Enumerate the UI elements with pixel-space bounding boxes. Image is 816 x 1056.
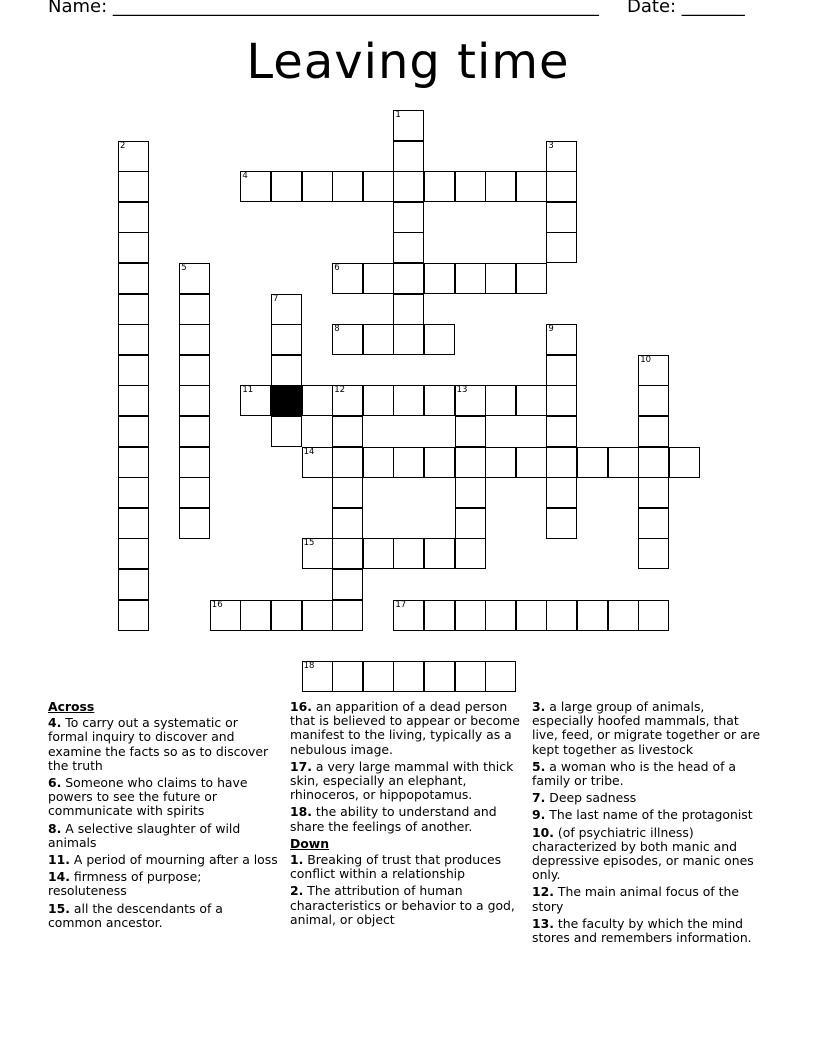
- black-square: [271, 385, 302, 416]
- clue-down-5: 5. a woman who is the head of a family or tribe.: [532, 758, 736, 789]
- clue-number: 16: [211, 599, 223, 610]
- grid-cell[interactable]: [118, 416, 149, 447]
- grid-cell[interactable]: [638, 508, 669, 539]
- grid-cell[interactable]: [118, 385, 149, 416]
- clue-down-1: 1. Breaking of trust that produces conflict within a relationship: [290, 852, 502, 882]
- grid-cell[interactable]: [118, 263, 149, 294]
- clue-number: 17: [395, 599, 407, 610]
- clue-down-9: 9. The last name of the protagonist: [532, 807, 753, 823]
- clue-number: 15: [303, 538, 315, 549]
- grid-cell[interactable]: [669, 447, 700, 478]
- across-heading: Across: [48, 699, 95, 714]
- grid-cell[interactable]: [455, 447, 486, 478]
- clue-down-12: 12. The main animal focus of the story: [532, 884, 739, 914]
- grid-cell[interactable]: [332, 385, 363, 416]
- grid-cell[interactable]: [393, 110, 424, 141]
- grid-cell[interactable]: [546, 385, 577, 416]
- clue-across-8: 8. A selective slaughter of wild animals: [48, 820, 241, 850]
- grid-cell[interactable]: [271, 324, 302, 355]
- clue-number: 8: [334, 324, 340, 335]
- clue-number: 1: [395, 110, 401, 120]
- grid-cell[interactable]: [393, 202, 424, 233]
- grid-cell[interactable]: [393, 294, 424, 325]
- name-field[interactable]: Name: ______________________________________________________: [48, 0, 599, 17]
- grid-cell[interactable]: [608, 447, 639, 478]
- grid-cell[interactable]: [302, 600, 333, 631]
- grid-cell[interactable]: [118, 171, 149, 202]
- grid-cell[interactable]: [332, 171, 363, 202]
- grid-cell[interactable]: [302, 661, 333, 692]
- clue-across-16: 16. an apparition of a dead person that is believed to appear or become manifest to the living, typically as a nebulous image.: [290, 699, 520, 757]
- grid-cell[interactable]: [424, 447, 455, 478]
- grid-cell[interactable]: [332, 508, 363, 539]
- grid-cell[interactable]: [332, 569, 363, 600]
- grid-cell[interactable]: [118, 447, 149, 478]
- grid-cell[interactable]: [271, 416, 302, 447]
- grid-cell[interactable]: [638, 355, 669, 386]
- grid-cell[interactable]: [302, 385, 333, 416]
- grid-cell[interactable]: [546, 324, 577, 355]
- clue-down-7: 7. Deep sadness: [532, 790, 637, 806]
- grid-cell[interactable]: [118, 477, 149, 508]
- clue-number: 7: [273, 293, 279, 304]
- clue-number: 12: [334, 385, 346, 396]
- clue-number: 11: [242, 385, 254, 396]
- grid-cell[interactable]: [516, 447, 547, 478]
- grid-cell[interactable]: [393, 447, 424, 478]
- grid-cell[interactable]: [577, 447, 608, 478]
- grid-cell[interactable]: [363, 538, 394, 569]
- grid-cell[interactable]: [638, 600, 669, 631]
- grid-cell[interactable]: [118, 141, 149, 172]
- grid-cell[interactable]: [546, 141, 577, 172]
- grid-cell[interactable]: [424, 600, 455, 631]
- grid-cell[interactable]: [393, 661, 424, 692]
- grid-cell[interactable]: [424, 661, 455, 692]
- grid-cell[interactable]: [638, 477, 669, 508]
- grid-cell[interactable]: [332, 477, 363, 508]
- grid-cell[interactable]: [118, 600, 149, 631]
- clue-number: 2: [120, 140, 126, 151]
- grid-cell[interactable]: [393, 171, 424, 202]
- grid-cell[interactable]: [393, 263, 424, 294]
- clues-column-3: [532, 700, 764, 948]
- grid-cell[interactable]: [240, 171, 271, 202]
- grid-cell[interactable]: [546, 508, 577, 539]
- grid-cell[interactable]: [608, 600, 639, 631]
- grid-cell[interactable]: [393, 141, 424, 172]
- grid-cell[interactable]: [393, 538, 424, 569]
- grid-cell[interactable]: [638, 416, 669, 447]
- clue-number: 4: [242, 171, 248, 182]
- grid-cell[interactable]: [118, 202, 149, 233]
- grid-cell[interactable]: [546, 232, 577, 263]
- grid-cell[interactable]: [118, 355, 149, 386]
- grid-cell[interactable]: [516, 263, 547, 294]
- grid-cell[interactable]: [302, 447, 333, 478]
- grid-cell[interactable]: [485, 385, 516, 416]
- grid-cell[interactable]: [393, 324, 424, 355]
- grid-cell[interactable]: [455, 263, 486, 294]
- grid-cell[interactable]: [516, 171, 547, 202]
- grid-cell[interactable]: [485, 447, 516, 478]
- grid-cell[interactable]: [546, 171, 577, 202]
- grid-cell[interactable]: [455, 538, 486, 569]
- grid-cell[interactable]: [424, 385, 455, 416]
- clue-number: 6: [334, 263, 340, 273]
- grid-cell[interactable]: [179, 477, 210, 508]
- grid-cell[interactable]: [455, 508, 486, 539]
- grid-cell[interactable]: [179, 447, 210, 478]
- grid-cell[interactable]: [179, 263, 210, 294]
- grid-cell[interactable]: [455, 171, 486, 202]
- grid-cell[interactable]: [179, 416, 210, 447]
- grid-cell[interactable]: [363, 447, 394, 478]
- grid-cell[interactable]: [240, 385, 271, 416]
- grid-cell[interactable]: [424, 324, 455, 355]
- clue-number: 18: [303, 660, 315, 671]
- clue-number: 10: [640, 354, 652, 365]
- grid-cell[interactable]: [546, 416, 577, 447]
- grid-cell[interactable]: [638, 538, 669, 569]
- grid-cell[interactable]: [485, 171, 516, 202]
- grid-cell[interactable]: [271, 171, 302, 202]
- grid-cell[interactable]: [485, 263, 516, 294]
- grid-cell[interactable]: [516, 600, 547, 631]
- grid-cell[interactable]: [302, 538, 333, 569]
- grid-cell[interactable]: [179, 508, 210, 539]
- clue-across-6: 6. Someone who claims to have powers to see the future or communicate with spirits: [48, 775, 248, 819]
- grid-cell[interactable]: [118, 569, 149, 600]
- grid-cell[interactable]: [332, 600, 363, 631]
- grid-cell[interactable]: [271, 355, 302, 386]
- clue-across-11: 11. A period of mourning after a loss: [48, 852, 278, 868]
- clue-number: 13: [456, 385, 468, 396]
- clue-across-14: 14. firmness of purpose; resoluteness: [48, 869, 202, 899]
- grid-cell[interactable]: [424, 171, 455, 202]
- grid-cell[interactable]: [638, 447, 669, 478]
- clues-column-1: [48, 700, 280, 933]
- grid-cell[interactable]: [485, 661, 516, 692]
- clue-across-4: 4. To carry out a systematic or formal inquiry to discover and examine the facts so as to discover the truth: [48, 715, 269, 773]
- page-title: Leaving time: [246, 34, 570, 90]
- grid-cell[interactable]: [393, 600, 424, 631]
- grid-cell[interactable]: [363, 385, 394, 416]
- grid-cell[interactable]: [455, 385, 486, 416]
- clue-number: 9: [548, 324, 554, 335]
- grid-cell[interactable]: [393, 385, 424, 416]
- clue-across-17: 17. a very large mammal with thick skin, especially an elephant, rhinoceros, or hippopotamus.: [290, 758, 514, 803]
- grid-cell[interactable]: [424, 263, 455, 294]
- grid-cell[interactable]: [332, 538, 363, 569]
- clue-number: 5: [181, 263, 187, 273]
- grid-cell[interactable]: [302, 171, 333, 202]
- grid-cell[interactable]: [546, 202, 577, 233]
- clue-across-15: 15. all the descendants of a common ancestor.: [48, 900, 223, 930]
- grid-cell[interactable]: [363, 263, 394, 294]
- grid-cell[interactable]: [118, 232, 149, 263]
- grid-cell[interactable]: [179, 294, 210, 325]
- clue-number: 3: [548, 140, 554, 151]
- grid-cell[interactable]: [424, 538, 455, 569]
- grid-cell[interactable]: [546, 447, 577, 478]
- grid-cell[interactable]: [546, 477, 577, 508]
- clue-down-13: 13. the faculty by which the mind stores and remembers information.: [532, 915, 752, 946]
- grid-cell[interactable]: [638, 385, 669, 416]
- grid-cell[interactable]: [455, 416, 486, 447]
- grid-cell[interactable]: [179, 324, 210, 355]
- grid-cell[interactable]: [118, 294, 149, 325]
- grid-cell[interactable]: [240, 600, 271, 631]
- grid-cell[interactable]: [332, 263, 363, 294]
- clue-down-2: 2. The attribution of human characteristics or behavior to a god, animal, or object: [290, 883, 515, 927]
- grid-cell[interactable]: [363, 661, 394, 692]
- date-field[interactable]: Date: _______: [627, 0, 745, 17]
- grid-cell[interactable]: [516, 385, 547, 416]
- grid-cell[interactable]: [210, 600, 241, 631]
- clue-down-10: 10. (of psychiatric illness) characterized by both manic and depressive episodes, or manic ones only.: [532, 824, 754, 883]
- grid-cell[interactable]: [332, 416, 363, 447]
- grid-cell[interactable]: [332, 324, 363, 355]
- grid-cell[interactable]: [455, 477, 486, 508]
- grid-cell[interactable]: [577, 600, 608, 631]
- grid-cell[interactable]: [455, 661, 486, 692]
- grid-cell[interactable]: [179, 385, 210, 416]
- clue-number: 14: [303, 446, 315, 457]
- clue-down-3: 3. a large group of animals, especially hoofed mammals, that live, feed, or migrate together or are kept together as livestock: [532, 699, 761, 757]
- grid-cell[interactable]: [332, 447, 363, 478]
- grid-cell[interactable]: [118, 508, 149, 539]
- clue-across-18: 18. the ability to understand and share the feelings of another.: [290, 804, 497, 834]
- grid-cell[interactable]: [118, 324, 149, 355]
- grid-cell[interactable]: [179, 355, 210, 386]
- clues-column-2: [290, 700, 526, 930]
- grid-cell[interactable]: [363, 324, 394, 355]
- grid-cell[interactable]: [271, 294, 302, 325]
- grid-cell[interactable]: [485, 600, 516, 631]
- grid-cell[interactable]: [271, 600, 302, 631]
- grid-cell[interactable]: [455, 600, 486, 631]
- grid-cell[interactable]: [118, 538, 149, 569]
- grid-cell[interactable]: [393, 232, 424, 263]
- grid-cell[interactable]: [546, 355, 577, 386]
- grid-cell[interactable]: [546, 600, 577, 631]
- down-heading: Down: [290, 835, 330, 851]
- grid-cell[interactable]: [363, 171, 394, 202]
- grid-cell[interactable]: [332, 661, 363, 692]
